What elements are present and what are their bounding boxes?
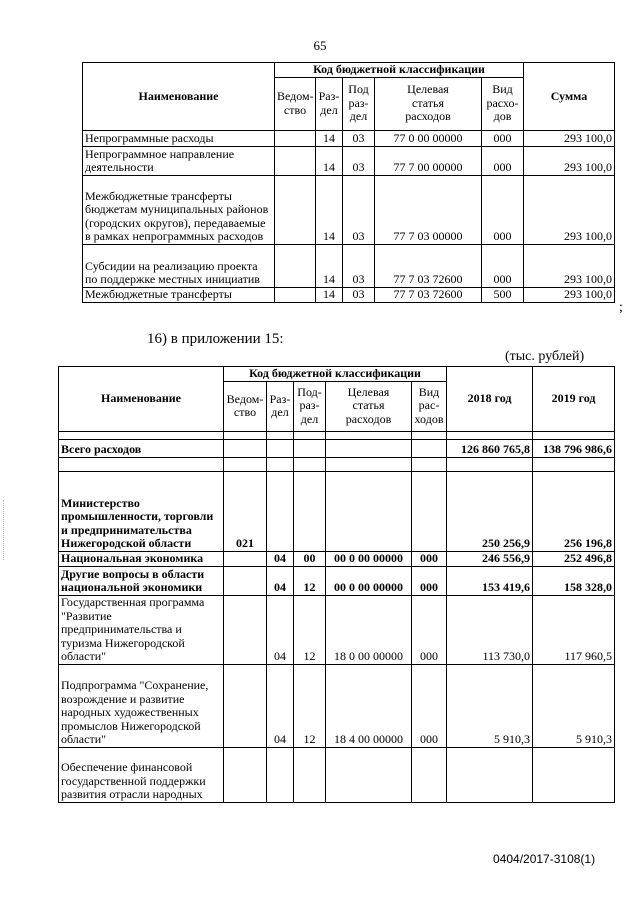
row-2019: [533, 747, 615, 802]
header-razdel: Раз- дел: [267, 381, 294, 431]
row-vid: [412, 471, 447, 551]
header-name: Наименование: [59, 367, 224, 432]
row-vid: 000: [482, 244, 524, 287]
row-razdel: [267, 431, 294, 439]
row-razdel: 04: [267, 566, 294, 595]
row-2019: 158 328,0: [533, 566, 615, 595]
budget-table-appendix-14: [82, 62, 615, 303]
row-vedomstvo: [275, 130, 316, 146]
row-vedomstvo: [224, 595, 267, 664]
row-vedomstvo: [224, 747, 267, 802]
row-target: 18 4 00 00000: [326, 664, 412, 747]
table-trailing-semicolon: ;: [619, 300, 623, 315]
row-podrazdel: 03: [343, 130, 375, 146]
row-podrazdel: [294, 457, 326, 471]
row-razdel: 14: [316, 287, 343, 302]
row-podrazdel: 12: [294, 664, 326, 747]
row-podrazdel: 03: [343, 175, 375, 244]
page-number: 65: [313, 38, 327, 53]
row-vid: [412, 431, 447, 439]
table-row: [59, 664, 615, 747]
row-2018: 153 419,6: [447, 566, 533, 595]
row-target: 77 7 03 72600: [375, 244, 482, 287]
row-2018: 246 556,9: [447, 551, 533, 566]
row-vedomstvo: [224, 431, 267, 439]
header-2018: 2018 год: [447, 367, 533, 432]
row-podrazdel: [294, 431, 326, 439]
row-target: 00 0 00 00000: [326, 551, 412, 566]
table-row: [59, 595, 615, 664]
row-2019: 117 960,5: [533, 595, 615, 664]
row-2019: 5 910,3: [533, 664, 615, 747]
row-2018: 126 860 765,8: [447, 439, 533, 457]
row-target: 77 0 00 00000: [375, 130, 482, 146]
row-target: [326, 431, 412, 439]
row-sum: 293 100,0: [524, 287, 615, 302]
row-vedomstvo: [224, 664, 267, 747]
row-razdel: 14: [316, 175, 343, 244]
row-name: [59, 457, 224, 471]
header-code-group: Код бюджетной классификации: [275, 63, 524, 78]
row-podrazdel: [294, 439, 326, 457]
table-row: [83, 175, 615, 244]
row-podrazdel: 12: [294, 566, 326, 595]
row-razdel: 14: [316, 244, 343, 287]
table-row: [83, 287, 615, 302]
row-sum: 293 100,0: [524, 244, 615, 287]
table-row: [59, 551, 615, 566]
document-code: 0404/2017-3108(1): [493, 852, 596, 866]
row-name: Межбюджетные трансферты: [83, 287, 275, 302]
row-podrazdel: 03: [343, 287, 375, 302]
row-name: Непрограммные расходы: [83, 130, 275, 146]
row-razdel: [267, 457, 294, 471]
row-2018: [447, 431, 533, 439]
row-vedomstvo: [275, 175, 316, 244]
row-name: Обеспечение финансовой государственной поддержки развития отрасли народных: [59, 747, 224, 802]
row-podrazdel: 03: [343, 244, 375, 287]
row-2019: [533, 457, 615, 471]
table-row: [59, 471, 615, 551]
header-vedomstvo: Ведом- ство: [275, 77, 316, 130]
row-razdel: [267, 439, 294, 457]
row-vedomstvo: [275, 244, 316, 287]
row-razdel: [267, 471, 294, 551]
row-vedomstvo: [224, 457, 267, 471]
row-vid: 000: [412, 664, 447, 747]
table-row: [83, 130, 615, 146]
row-vid: 000: [412, 566, 447, 595]
row-target: [326, 439, 412, 457]
row-target: 77 7 03 72600: [375, 287, 482, 302]
row-vid: 000: [412, 551, 447, 566]
row-sum: 293 100,0: [524, 175, 615, 244]
row-vedomstvo: [275, 146, 316, 175]
row-vid: 000: [482, 146, 524, 175]
row-target: [326, 747, 412, 802]
row-vedomstvo: [224, 439, 267, 457]
header-name: Наименование: [83, 63, 275, 131]
row-target: 18 0 00 00000: [326, 595, 412, 664]
row-razdel: [267, 747, 294, 802]
row-vid: 500: [482, 287, 524, 302]
row-vedomstvo: [224, 566, 267, 595]
header-sum: Сумма: [524, 63, 615, 131]
row-vid: [412, 439, 447, 457]
header-vid: Вид расхо- дов: [482, 77, 524, 130]
row-name: Министерство промышленности, торговли и предпринимательства Нижегородской области: [59, 471, 224, 551]
row-name: Другие вопросы в области национальной экономики: [59, 566, 224, 595]
row-vid: 000: [482, 130, 524, 146]
row-razdel: 04: [267, 664, 294, 747]
unit-note: (тыс. рублей): [505, 349, 585, 364]
row-razdel: 14: [316, 146, 343, 175]
row-2018: 113 730,0: [447, 595, 533, 664]
row-razdel: 04: [267, 551, 294, 566]
row-2019: 138 796 986,6: [533, 439, 615, 457]
header-podrazdel: Под- раз- дел: [294, 381, 326, 431]
row-vedomstvo: [224, 551, 267, 566]
header-vedomstvo: Ведом- ство: [224, 381, 267, 431]
header-vid: Вид рас- ходов: [412, 381, 447, 431]
row-sum: 293 100,0: [524, 146, 615, 175]
row-2019: [533, 431, 615, 439]
header-razdel: Раз- дел: [316, 77, 343, 130]
row-vid: [412, 747, 447, 802]
row-name: Непрограммное направление деятельности: [83, 146, 275, 175]
row-vid: [412, 457, 447, 471]
row-sum: 293 100,0: [524, 130, 615, 146]
row-podrazdel: [294, 471, 326, 551]
table-row: [59, 566, 615, 595]
header-code-group: Код бюджетной классификации: [224, 367, 447, 382]
table-row: [83, 244, 615, 287]
row-podrazdel: 03: [343, 146, 375, 175]
row-vedomstvo: 021: [224, 471, 267, 551]
row-name: [59, 431, 224, 439]
table-row: [59, 747, 615, 802]
row-razdel: 04: [267, 595, 294, 664]
table-row: [59, 439, 615, 457]
header-2019: 2019 год: [533, 367, 615, 432]
row-target: [326, 471, 412, 551]
budget-table-appendix-15: [58, 366, 615, 803]
table-row: [83, 146, 615, 175]
row-podrazdel: 12: [294, 595, 326, 664]
row-target: 77 7 00 00000: [375, 146, 482, 175]
row-2018: 5 910,3: [447, 664, 533, 747]
row-podrazdel: [294, 747, 326, 802]
row-name: Государственная программа "Развитие предпринимательства и туризма Нижегородской области": [59, 595, 224, 664]
row-vid: 000: [412, 595, 447, 664]
table-row: [59, 431, 615, 439]
header-target: Целевая статья расходов: [326, 381, 412, 431]
row-2019: 256 196,8: [533, 471, 615, 551]
row-2019: 252 496,8: [533, 551, 615, 566]
row-name: Подпрограмма "Сохранение, возрождение и развитие народных художественных промыслов Нижегородской области": [59, 664, 224, 747]
row-target: [326, 457, 412, 471]
row-name: Всего расходов: [59, 439, 224, 457]
row-target: 77 7 03 00000: [375, 175, 482, 244]
row-razdel: 14: [316, 130, 343, 146]
row-name: Субсидии на реализацию проекта по поддержке местных инициатив: [83, 244, 275, 287]
appendix-line: 16) в приложении 15:: [147, 331, 284, 347]
row-2018: [447, 747, 533, 802]
row-vedomstvo: [275, 287, 316, 302]
row-name: Национальная экономика: [59, 551, 224, 566]
scan-edge-mark: [3, 500, 8, 560]
row-2018: 250 256,9: [447, 471, 533, 551]
row-target: 00 0 00 00000: [326, 566, 412, 595]
row-podrazdel: 00: [294, 551, 326, 566]
header-podrazdel: Под раз- дел: [343, 77, 375, 130]
row-vid: 000: [482, 175, 524, 244]
row-name: Межбюджетные трансферты бюджетам муниципальных районов (городских округов), передаваемые в рамках непрограммных расходов: [83, 175, 275, 244]
table-row: [59, 457, 615, 471]
row-2018: [447, 457, 533, 471]
header-target: Целевая статья расходов: [375, 77, 482, 130]
